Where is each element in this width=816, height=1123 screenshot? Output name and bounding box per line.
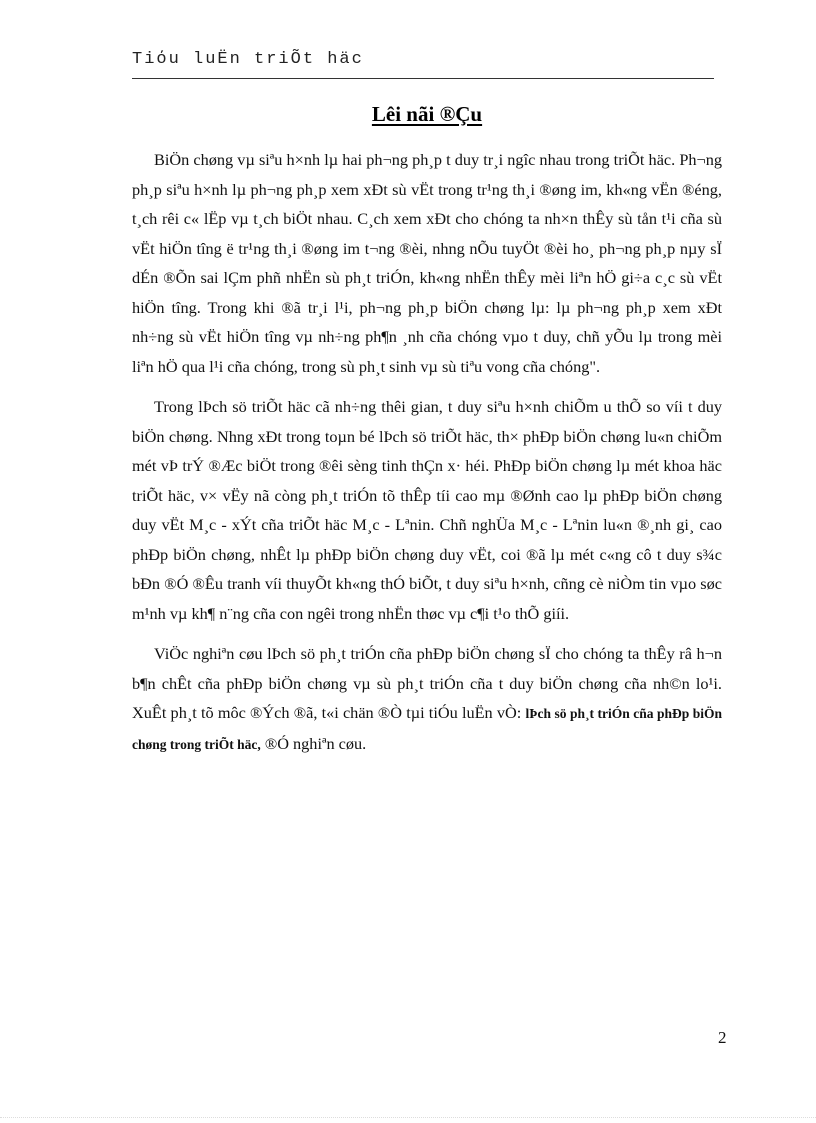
paragraph-2: Trong lÞch sö triÕt häc cã nh÷ng thêi gian, t duy siªu h×nh chiÕm u thÕ so víi t duy biÖn chøng. Nhng xÐt trong toµn bé lÞch sö triÕt häc, th× phÐp biÖn chøng lu«n chiÕm mét vÞ trÝ ®Æc biÖt trong ®êi sèng tinh thÇn x· héi. PhÐp biÖn chøng lµ mét khoa häc triÕt häc, v× vËy nã còng ph¸t triÓn tõ thÊp tíi cao mµ ®Ønh cao lµ phÐp biÖn chøng duy vËt M¸c - xÝt cña triÕt häc M¸c - Lªnin. Chñ nghÜa M¸c - Lªnin lu«n ®¸nh gi¸ cao phÐp biÖn chøng, nhÊt lµ phÐp biÖn chøng duy vËt, coi ®ã lµ mét c«ng cô t duy s¾c bÐn ®Ó ®Êu tranh víi thuyÕt kh«ng thÓ biÕt, t duy siªu h×nh, cñng cè niÒm tin vµo søc m¹nh vµ kh¶ n¨ng cña con ngêi trong nhËn thøc vµ c¶i t¹o thÕ giíi. bbox=[132, 397, 722, 623]
bottom-dotted-border bbox=[0, 1117, 816, 1118]
paragraph-1: BiÖn chøng vµ siªu h×nh lµ hai ph¬ng ph¸p t duy tr¸i ngîc nhau trong triÕt häc. Ph¬ng ph¸p siªu h×nh lµ ph¬ng ph¸p xem xÐt sù vËt trong tr¹ng th¸i ®øng im, kh«ng vËn ®éng, t¸ch rêi c« lËp vµ t¸ch biÖt nhau. C¸ch xem xÐt cho chóng ta nh×n thÊy sù tån t¹i cña sù vËt hiÖn tîng ë tr¹ng th¸i ®øng im t¬ng ®èi, nhng nÕu tuyÖt ®èi ho¸ ph¬ng ph¸p nµy sÏ dÉn ®Õn sai lÇm phñ nhËn sù ph¸t triÓn, kh«ng nhËn thÊy mèi liªn hÖ gi÷a c¸c sù vËt hiÖn tîng. Trong khi ®ã tr¸i l¹i, ph¬ng ph¸p biÖn chøng lµ: lµ ph¬ng ph¸p xem xÐt nh÷ng sù vËt hiÖn tîng vµ nh÷ng ph¶n ¸nh cña chóng vµo t duy, chñ yÕu lµ trong mèi liªn hÖ qua l¹i cña chóng, trong sù ph¸t sinh vµ sù tiªu vong cña chóng". bbox=[132, 150, 722, 376]
document-body bbox=[132, 145, 722, 770]
paragraph-3-intro: ViÖc nghiªn cøu lÞch sö ph¸t triÓn cña phÐp biÖn chøng sÏ cho chóng ta thÊy râ h¬n b¶n chÊt cña phÐp biÖn chøng vµ sù ph¸t triÓn cña t duy biÖn chøng cña nh©n lo¹i. XuÊt ph¸t tõ môc ®Ých ®ã, t«i chän ®Ò tµi tiÓu luËn vÒ: bbox=[132, 644, 722, 722]
page-title: Lêi nãi ®Çu bbox=[371, 102, 483, 126]
running-header: Tiόu luËn triÕt häc bbox=[132, 50, 364, 69]
header-divider bbox=[132, 78, 714, 79]
paragraph-3 bbox=[132, 639, 722, 759]
topic-phrase: lÞch sö ph¸t triÓn cña phÐp biÖn chøng trong triÕt häc, bbox=[132, 706, 723, 752]
page-number: 2 bbox=[718, 1028, 727, 1047]
paragraph-3-tail: ®Ó nghiªn cøu. bbox=[264, 733, 367, 753]
